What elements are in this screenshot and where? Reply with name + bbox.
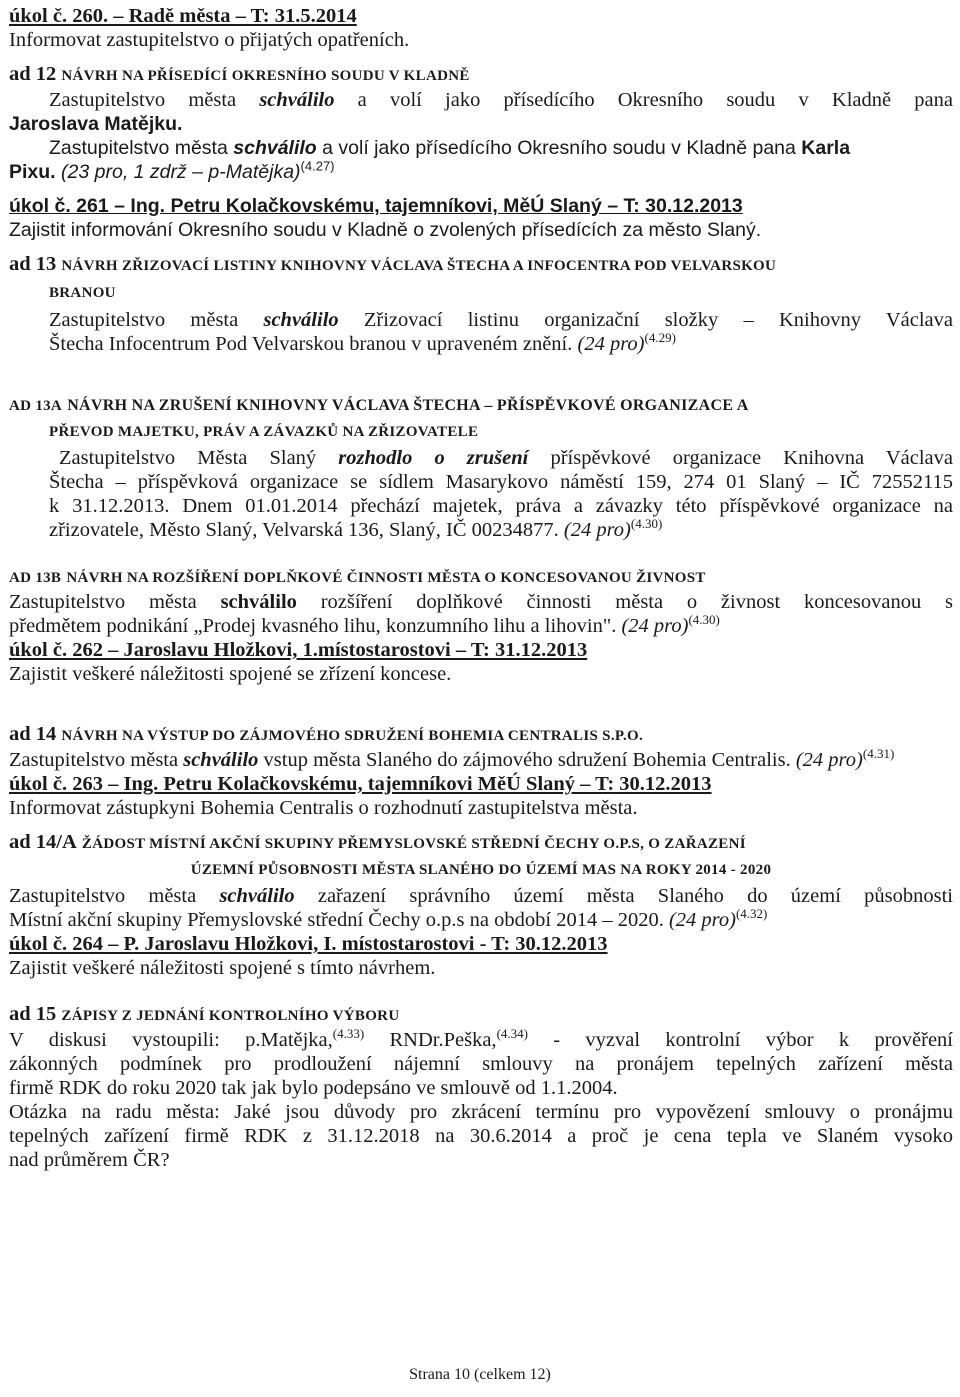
ad13a-line4: zřizovatele, Město Slaný, Velvarská 136, Slaný, IČ 00234877. (24 pro)$^{(4.30)}$ (49, 516, 663, 541)
document-page (9, 4, 953, 1172)
ad12-vote: (23 pro, 1 zdrž – p-Matějka) (61, 161, 301, 183)
ad14-ref: (4.31) (862, 746, 895, 762)
ad13b-vote: (24 pro) (621, 615, 689, 637)
ad13a-line2: Štecha – příspěvková organizace se sídlem Masarykovo náměstí 159, 274 01 Slaný – IČ 72552115 (49, 471, 953, 493)
ad13a-verb: rozhodlo o zrušení (338, 447, 529, 469)
ad13b-title: NÁVRH NA ROZŠÍŘENÍ DOPLŇKOVÉ ČINNOSTI MĚSTA O KONCESOVANOU ŽIVNOST (66, 570, 706, 586)
ad13a-heading (9, 392, 953, 418)
ad14a-title-a: ŽÁDOST MÍSTNÍ AKČNÍ SKUPINY PŘEMYSLOVSKÉ STŘEDNÍ ČECHY O.P.S, O ZAŘAZENÍ (81, 836, 746, 852)
ad15-line2: zákonných podmínek pro prodloužení nájemní smlouvy na pronájem tepelných zařízení města (9, 1053, 953, 1075)
task-261-text: Zajistit informování Okresního soudu v Kladně o zvolených přísedících za město Slaný. (9, 219, 762, 241)
ad13-heading (9, 252, 953, 278)
ad13-line2: Štecha Infocentrum Pod Velvarskou branou v upraveném znění. (24 pro)$^{(4.29)}$ (49, 330, 676, 355)
ad14-number: ad 14 (9, 723, 57, 745)
task-262-label: úkol č. 262 – Jaroslavu Hložkovi, 1.místostarostovi – T: 31.12.2013 (9, 639, 588, 661)
ad14-vote: (24 pro) (795, 749, 863, 771)
ad14-verb: schválilo (183, 749, 259, 771)
ad14-heading (9, 722, 953, 748)
ad15-question-line2: tepelných zařízení firmě RDK z 31.12.2018 na 30.6.2014 a proč je cena tepla ve Slaném vysoko (9, 1125, 953, 1147)
ad14a-vote: (24 pro) (668, 909, 736, 931)
ad13a-line1: Zastupitelstvo Města Slaný rozhodlo o zrušení příspěvkové organizace Knihovna Václava (59, 447, 953, 469)
ad13a-vote: (24 pro) (563, 519, 631, 541)
ad13b-number: AD 13B (9, 570, 62, 586)
ad13b-line2: předmětem podnikání „Prodej kvasného lihu, konzumního lihu a lihovin". (24 pro)$^{(4.30)}$ (9, 612, 720, 637)
ad15-ref1: (4.33) (332, 1026, 365, 1042)
ad13-line1: Zastupitelstvo města schválilo Zřizovací listinu organizační složky – Knihovny Václava (49, 309, 953, 331)
ad12-ref: (4.27) (300, 158, 335, 174)
task-263-label: úkol č. 263 – Ing. Petru Kolačkovskému, tajemníkovi MěÚ Slaný – T: 30.12.2013 (9, 773, 712, 795)
ad13-number: ad 13 (9, 253, 57, 275)
ad14a-number: ad 14/A (9, 831, 77, 853)
ad14-line1: Zastupitelstvo města schválilo vstup města Slaného do zájmového sdružení Bohemia Centralis. (24 pro)$^{(4.31)}$ (9, 746, 895, 771)
ad13b-verb: schválilo (220, 591, 297, 613)
ad12-number: ad 12 (9, 63, 57, 85)
ad13-title-a: NÁVRH ZŘIZOVACÍ LISTINY KNIHOVNY VÁCLAVA ŠTECHA A INFOCENTRA POD VELVARSKOU (61, 258, 777, 274)
ad15-ref2: (4.34) (496, 1026, 528, 1042)
ad12-line1: Zastupitelstvo města schválilo a volí jako přísedícího Okresního soudu v Kladně pana (49, 89, 953, 111)
ad14a-heading (9, 830, 953, 856)
ad14a-verb: schválilo (219, 885, 295, 907)
ad12-line3: Pixu. (23 pro, 1 zdrž – p-Matějka)$^{(4.27)}$ (9, 158, 335, 183)
ad13b-line1: Zastupitelstvo města schválilo rozšíření doplňkové činnosti města o živnost koncesovanou s (9, 591, 953, 613)
task-261-label: úkol č. 261 – Ing. Petru Kolačkovskému, tajemníkovi, MěÚ Slaný – T: 30.12.2013 (9, 195, 743, 217)
task-260-text: Informovat zastupitelstvo o přijatých opatřeních. (9, 29, 410, 51)
ad12-line2: Zastupitelstvo města schválilo a volí jako přísedícího Okresního soudu v Kladně pana Karla (49, 137, 851, 159)
ad13-verb: schválilo (263, 309, 339, 331)
ad13a-line3: k 31.12.2013. Dnem 01.01.2014 přechází majetek, práva a závazky této příspěvkové organizace na (49, 495, 953, 517)
task-260-label: úkol č. 260. – Radě města – T: 31.5.2014 (9, 5, 357, 27)
ad13a-ref: (4.30) (630, 516, 663, 532)
task-264-text: Zajistit veškeré náležitosti spojené s tímto návrhem. (9, 957, 436, 979)
ad12-heading (9, 62, 953, 88)
ad15-title: ZÁPISY Z JEDNÁNÍ KONTROLNÍHO VÝBORU (61, 1008, 400, 1024)
ad14a-line2: Místní akční skupiny Přemyslovské střední Čechy o.p.s na období 2014 – 2020. (24 pro)$^{(4.32)}$ (9, 906, 768, 931)
ad13b-heading (9, 564, 953, 590)
task-263-text: Informovat zástupkyni Bohemia Centralis o rozhodnutí zastupitelstva města. (9, 797, 638, 819)
ad12-name1: Jaroslava Matějku. (9, 113, 183, 135)
ad12-verb2: schválilo (233, 137, 317, 159)
ad12-verb1: schválilo (259, 89, 335, 111)
ad14a-ref: (4.32) (735, 906, 768, 922)
page-footer: Strana 10 (celkem 12) (409, 1366, 551, 1383)
ad13-vote: (24 pro) (577, 333, 645, 355)
ad15-number: ad 15 (9, 1003, 57, 1025)
ad15-line3: firmě RDK do roku 2020 tak jak bylo podepsáno ve smlouvě od 1.1.2004. (9, 1077, 618, 1099)
ad12-title: NÁVRH NA PŘÍSEDÍCÍ OKRESNÍHO SOUDU V KLADNĚ (61, 68, 470, 84)
ad14a-title-b: ÚZEMNÍ PŮSOBNOSTI MĚSTA SLANÉHO DO ÚZEMÍ MAS NA ROKY 2014 - 2020 (190, 862, 772, 878)
ad14-title: NÁVRH NA VÝSTUP DO ZÁJMOVÉHO SDRUŽENÍ BOHEMIA CENTRALIS S.P.O. (61, 728, 644, 744)
ad15-question-line1: Otázka na radu města: Jaké jsou důvody pro zkrácení termínu pro vypovězení smlouvy o pronájmu (9, 1101, 953, 1123)
ad13-ref: (4.29) (644, 330, 676, 346)
ad13a-title-a: NÁVRH NA ZRUŠENÍ KNIHOVNY VÁCLAVA ŠTECHA – PŘÍSPĚVKOVÉ ORGANIZACE A (67, 397, 749, 414)
ad15-question-line3: nad průměrem ČR? (9, 1149, 170, 1171)
ad13b-ref: (4.30) (688, 612, 720, 628)
ad14a-line1: Zastupitelstvo města schválilo zařazení správního území města Slaného do území působnosti (9, 885, 953, 907)
task-264-label: úkol č. 264 – P. Jaroslavu Hložkovi, I. místostarostovi - T: 30.12.2013 (9, 933, 608, 955)
ad13a-number: AD 13A (9, 398, 63, 414)
ad13-title-b: BRANOU (49, 285, 116, 301)
ad13a-title-b: PŘEVOD MAJETKU, PRÁV A ZÁVAZKŮ NA ZŘIZOVATELE (49, 424, 479, 440)
ad15-heading (9, 1002, 953, 1028)
ad15-line1: V diskusi vystoupili: p.Matějka,$^{(4.33)}$ RNDr.Peška,$^{(4.34)}$ - vyzval kontrolní výbor k prověření (9, 1026, 953, 1051)
task-262-text: Zajistit veškeré náležitosti spojené se zřízení koncese. (9, 663, 452, 685)
